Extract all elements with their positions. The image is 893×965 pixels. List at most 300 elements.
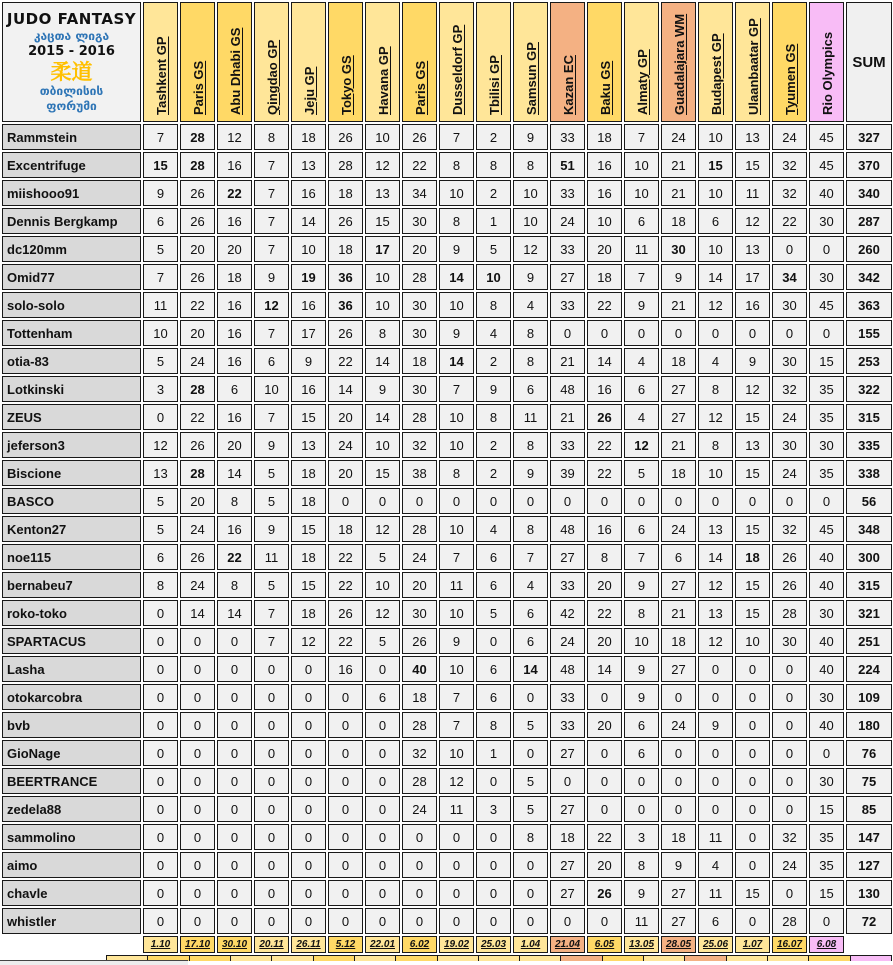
score-cell: 7 — [624, 544, 659, 570]
score-cell: 27 — [661, 376, 696, 402]
score-cell: 0 — [328, 852, 363, 878]
score-cell: 0 — [328, 880, 363, 906]
score-cell: 28 — [180, 376, 215, 402]
score-cell: 22 — [587, 600, 622, 626]
score-cell: 1 — [476, 740, 511, 766]
column-header-label: Samsun GP — [524, 42, 539, 115]
score-cell: 7 — [254, 628, 289, 654]
score-cell: 8 — [217, 572, 252, 598]
score-cell: 0 — [772, 320, 807, 346]
score-cell: 11 — [439, 572, 474, 598]
score-cell: 0 — [513, 880, 548, 906]
column-header-kazan-ec — [550, 2, 585, 122]
score-cell: 0 — [624, 796, 659, 822]
score-cell: 10 — [587, 208, 622, 234]
sum-cell: 72 — [846, 908, 892, 934]
score-cell: 10 — [439, 292, 474, 318]
score-cell: 26 — [587, 404, 622, 430]
score-cell: 0 — [143, 684, 178, 710]
score-cell: 0 — [587, 320, 622, 346]
score-cell: 11 — [735, 180, 770, 206]
score-cell: 6 — [624, 376, 659, 402]
score-cell: 5 — [254, 572, 289, 598]
score-cell: 6 — [624, 712, 659, 738]
score-cell: 10 — [624, 152, 659, 178]
column-header-label: Ulaanbaatar GP — [746, 18, 761, 115]
score-cell: 18 — [587, 264, 622, 290]
score-cell: 0 — [735, 684, 770, 710]
score-cell: 7 — [439, 684, 474, 710]
score-cell: 9 — [513, 460, 548, 486]
event-date-tashkent-gp: 1.10 — [143, 936, 178, 953]
score-cell: 7 — [439, 376, 474, 402]
player-name: otokarcobra — [2, 684, 141, 710]
score-cell: 21 — [661, 600, 696, 626]
score-cell: 0 — [365, 880, 400, 906]
player-row-dc120mm — [2, 236, 892, 262]
score-cell: 0 — [772, 656, 807, 682]
sum-cell: 224 — [846, 656, 892, 682]
score-cell: 18 — [291, 600, 326, 626]
score-cell: 12 — [365, 152, 400, 178]
score-cell: 0 — [180, 684, 215, 710]
score-cell: 8 — [587, 544, 622, 570]
score-cell: 32 — [772, 152, 807, 178]
score-cell: 0 — [328, 796, 363, 822]
score-cell: 9 — [254, 516, 289, 542]
score-cell: 0 — [328, 684, 363, 710]
score-cell: 5 — [365, 544, 400, 570]
score-cell: 0 — [217, 656, 252, 682]
score-cell: 48 — [550, 656, 585, 682]
score-cell: 10 — [624, 180, 659, 206]
score-cell: 16 — [291, 376, 326, 402]
score-cell: 2 — [476, 432, 511, 458]
score-cell: 26 — [180, 180, 215, 206]
score-cell: 28 — [180, 152, 215, 178]
score-cell: 34 — [772, 264, 807, 290]
score-cell: 9 — [624, 572, 659, 598]
score-cell: 32 — [402, 432, 437, 458]
score-cell: 30 — [809, 208, 844, 234]
score-cell: 20 — [402, 572, 437, 598]
cutoff-cell — [313, 956, 354, 961]
player-row-tottenham — [2, 320, 892, 346]
score-cell: 9 — [476, 376, 511, 402]
score-cell: 10 — [254, 376, 289, 402]
score-cell: 39 — [550, 460, 585, 486]
score-cell: 10 — [513, 180, 548, 206]
score-cell: 0 — [143, 740, 178, 766]
score-cell: 0 — [365, 908, 400, 934]
score-cell: 18 — [291, 124, 326, 150]
sum-cell: 338 — [846, 460, 892, 486]
score-cell: 6 — [624, 516, 659, 542]
score-cell: 7 — [143, 124, 178, 150]
column-header-label: Kazan EC — [561, 55, 576, 115]
score-cell: 36 — [328, 292, 363, 318]
player-name: Rammstein — [2, 124, 141, 150]
score-cell: 30 — [402, 600, 437, 626]
score-cell: 0 — [291, 768, 326, 794]
score-cell: 48 — [550, 376, 585, 402]
score-cell: 6 — [698, 208, 733, 234]
score-cell: 30 — [809, 264, 844, 290]
score-cell: 16 — [291, 180, 326, 206]
score-cell: 13 — [735, 236, 770, 262]
event-date-guadalajara-wm: 28.05 — [661, 936, 696, 953]
score-cell: 14 — [328, 376, 363, 402]
score-cell: 10 — [439, 404, 474, 430]
score-cell: 7 — [624, 124, 659, 150]
score-cell: 4 — [476, 320, 511, 346]
score-cell: 0 — [254, 852, 289, 878]
score-cell: 26 — [587, 880, 622, 906]
score-cell: 22 — [402, 152, 437, 178]
score-cell: 16 — [587, 180, 622, 206]
score-cell: 15 — [809, 880, 844, 906]
column-header-label: Dusseldorf GP — [450, 24, 465, 115]
score-cell: 24 — [180, 516, 215, 542]
score-cell: 0 — [365, 740, 400, 766]
score-cell: 0 — [698, 488, 733, 514]
score-cell: 18 — [217, 264, 252, 290]
score-cell: 3 — [143, 376, 178, 402]
score-cell: 35 — [809, 404, 844, 430]
score-cell: 20 — [587, 628, 622, 654]
score-cell: 13 — [291, 152, 326, 178]
score-cell: 9 — [735, 348, 770, 374]
score-cell: 22 — [180, 404, 215, 430]
score-cell: 14 — [698, 544, 733, 570]
player-name: bvb — [2, 712, 141, 738]
score-cell: 13 — [735, 432, 770, 458]
score-cell: 0 — [772, 712, 807, 738]
score-cell: 15 — [735, 516, 770, 542]
sum-cell: 260 — [846, 236, 892, 262]
sum-cell: 342 — [846, 264, 892, 290]
score-cell: 27 — [661, 656, 696, 682]
score-cell: 9 — [624, 880, 659, 906]
score-cell: 0 — [698, 740, 733, 766]
score-cell: 9 — [624, 656, 659, 682]
score-cell: 27 — [550, 544, 585, 570]
player-name: Omid77 — [2, 264, 141, 290]
score-cell: 24 — [772, 124, 807, 150]
score-cell: 0 — [143, 880, 178, 906]
score-cell: 0 — [291, 712, 326, 738]
score-cell: 9 — [624, 684, 659, 710]
score-cell: 26 — [328, 124, 363, 150]
score-cell: 18 — [402, 348, 437, 374]
score-cell: 5 — [254, 460, 289, 486]
score-cell: 11 — [439, 796, 474, 822]
score-cell: 2 — [476, 460, 511, 486]
score-cell: 11 — [143, 292, 178, 318]
score-cell: 9 — [513, 124, 548, 150]
sum-cell: 130 — [846, 880, 892, 906]
score-cell: 0 — [550, 488, 585, 514]
score-cell: 14 — [587, 348, 622, 374]
player-name: otia-83 — [2, 348, 141, 374]
column-header-ulaanbaatar-gp — [735, 2, 770, 122]
score-cell: 0 — [143, 768, 178, 794]
score-cell: 22 — [328, 572, 363, 598]
score-cell: 5 — [624, 460, 659, 486]
score-cell: 8 — [439, 152, 474, 178]
forum-label-line2: ფორუმი — [46, 99, 97, 113]
score-cell: 8 — [217, 488, 252, 514]
score-cell: 0 — [254, 768, 289, 794]
score-cell: 16 — [217, 152, 252, 178]
score-cell: 6 — [217, 376, 252, 402]
score-cell: 18 — [328, 236, 363, 262]
player-name: solo-solo — [2, 292, 141, 318]
sum-cell: 322 — [846, 376, 892, 402]
score-cell: 20 — [587, 236, 622, 262]
player-name: jeferson3 — [2, 432, 141, 458]
score-cell: 3 — [624, 824, 659, 850]
score-cell: 0 — [217, 684, 252, 710]
score-cell: 7 — [143, 264, 178, 290]
score-cell: 0 — [624, 768, 659, 794]
sum-cell: 75 — [846, 768, 892, 794]
score-cell: 10 — [291, 236, 326, 262]
score-cell: 26 — [180, 544, 215, 570]
title-block — [2, 2, 141, 122]
score-cell: 12 — [698, 628, 733, 654]
score-cell: 0 — [365, 656, 400, 682]
score-cell: 15 — [735, 404, 770, 430]
score-cell: 26 — [180, 264, 215, 290]
player-name: Lotkinski — [2, 376, 141, 402]
event-date-budapest-gp: 25.06 — [698, 936, 733, 953]
event-date-dusseldorf-gp: 19.02 — [439, 936, 474, 953]
sum-cell: 147 — [846, 824, 892, 850]
score-cell: 0 — [365, 712, 400, 738]
cutoff-cell — [478, 956, 519, 961]
score-cell: 21 — [550, 348, 585, 374]
event-date-qingdao-gp: 20.11 — [254, 936, 289, 953]
player-name: Tottenham — [2, 320, 141, 346]
score-cell: 15 — [365, 208, 400, 234]
column-header-label: Paris GS — [413, 60, 428, 115]
score-cell: 18 — [661, 208, 696, 234]
dates-row-empty-right — [846, 936, 892, 953]
score-cell: 0 — [254, 796, 289, 822]
score-cell: 9 — [513, 264, 548, 290]
sum-cell: 321 — [846, 600, 892, 626]
score-cell: 8 — [698, 376, 733, 402]
score-cell: 18 — [328, 180, 363, 206]
player-row-basco — [2, 488, 892, 514]
score-cell: 40 — [809, 656, 844, 682]
score-cell: 8 — [698, 432, 733, 458]
score-cell: 6 — [365, 684, 400, 710]
score-cell: 15 — [735, 880, 770, 906]
score-cell: 0 — [254, 880, 289, 906]
score-cell: 7 — [254, 404, 289, 430]
score-cell: 9 — [439, 320, 474, 346]
column-header-almaty-gp — [624, 2, 659, 122]
score-cell: 0 — [439, 852, 474, 878]
score-cell: 24 — [550, 208, 585, 234]
score-cell: 27 — [550, 880, 585, 906]
score-cell: 27 — [550, 796, 585, 822]
score-cell: 15 — [291, 572, 326, 598]
score-cell: 10 — [439, 180, 474, 206]
score-cell: 14 — [365, 404, 400, 430]
score-cell: 7 — [254, 180, 289, 206]
score-cell: 0 — [698, 656, 733, 682]
score-cell: 32 — [772, 824, 807, 850]
score-cell: 13 — [698, 600, 733, 626]
score-cell: 0 — [180, 880, 215, 906]
event-date-tbilisi-gp: 25.03 — [476, 936, 511, 953]
score-cell: 0 — [402, 880, 437, 906]
score-cell: 4 — [624, 348, 659, 374]
score-cell: 18 — [661, 628, 696, 654]
score-cell: 0 — [180, 712, 215, 738]
score-cell: 0 — [365, 824, 400, 850]
score-cell: 6 — [143, 208, 178, 234]
score-cell: 0 — [217, 768, 252, 794]
player-row-dennis-bergkamp — [2, 208, 892, 234]
score-cell: 26 — [328, 208, 363, 234]
player-row-spartacus — [2, 628, 892, 654]
score-cell: 8 — [476, 404, 511, 430]
column-header-dusseldorf-gp — [439, 2, 474, 122]
score-cell: 28 — [772, 908, 807, 934]
next-section-cutoff — [0, 955, 893, 964]
score-cell: 18 — [661, 348, 696, 374]
score-cell: 0 — [698, 684, 733, 710]
score-cell: 17 — [365, 236, 400, 262]
cutoff-cell — [560, 956, 601, 961]
score-cell: 0 — [735, 740, 770, 766]
score-cell: 26 — [772, 544, 807, 570]
score-cell: 8 — [513, 320, 548, 346]
cutoff-cell — [643, 956, 684, 961]
score-cell: 33 — [550, 236, 585, 262]
score-cell: 33 — [550, 292, 585, 318]
score-cell: 14 — [513, 656, 548, 682]
score-cell: 0 — [513, 740, 548, 766]
score-cell: 0 — [328, 488, 363, 514]
sum-cell: 335 — [846, 432, 892, 458]
player-row-jeferson3 — [2, 432, 892, 458]
player-row-kenton27 — [2, 516, 892, 542]
score-cell: 30 — [809, 600, 844, 626]
score-cell: 30 — [809, 432, 844, 458]
score-cell: 15 — [698, 152, 733, 178]
score-cell: 5 — [254, 488, 289, 514]
score-cell: 4 — [513, 572, 548, 598]
score-cell: 0 — [661, 684, 696, 710]
sum-cell: 327 — [846, 124, 892, 150]
score-cell: 0 — [217, 880, 252, 906]
score-cell: 10 — [439, 600, 474, 626]
score-cell: 33 — [550, 180, 585, 206]
score-cell: 18 — [661, 824, 696, 850]
score-cell: 10 — [698, 236, 733, 262]
column-header-label: Baku GS — [598, 60, 613, 115]
score-cell: 15 — [809, 796, 844, 822]
column-header-label: Tashkent GP — [154, 36, 169, 115]
score-cell: 20 — [217, 236, 252, 262]
score-cell: 5 — [143, 348, 178, 374]
cutoff-cell — [271, 956, 312, 961]
player-name: chavle — [2, 880, 141, 906]
player-row-otokarcobra — [2, 684, 892, 710]
score-cell: 15 — [735, 152, 770, 178]
score-cell: 0 — [735, 852, 770, 878]
score-cell: 21 — [661, 292, 696, 318]
score-cell: 4 — [476, 516, 511, 542]
score-cell: 0 — [735, 824, 770, 850]
score-cell: 16 — [735, 292, 770, 318]
player-name: SPARTACUS — [2, 628, 141, 654]
score-cell: 0 — [476, 768, 511, 794]
score-cell: 0 — [180, 628, 215, 654]
score-cell: 7 — [513, 544, 548, 570]
score-cell: 10 — [439, 740, 474, 766]
score-cell: 0 — [735, 320, 770, 346]
score-cell: 0 — [217, 628, 252, 654]
player-name: roko-toko — [2, 600, 141, 626]
score-cell: 16 — [587, 376, 622, 402]
score-cell: 5 — [476, 600, 511, 626]
score-cell: 28 — [402, 712, 437, 738]
score-cell: 0 — [735, 656, 770, 682]
score-cell: 32 — [402, 740, 437, 766]
score-cell: 40 — [809, 180, 844, 206]
score-cell: 16 — [217, 348, 252, 374]
score-cell: 0 — [328, 824, 363, 850]
player-row-otia-83 — [2, 348, 892, 374]
score-cell: 12 — [513, 236, 548, 262]
score-cell: 24 — [328, 432, 363, 458]
score-cell: 28 — [180, 460, 215, 486]
score-cell: 10 — [513, 208, 548, 234]
score-cell: 7 — [254, 236, 289, 262]
score-cell: 0 — [587, 488, 622, 514]
league-subtitle-georgian: კაცთა ლიგა — [33, 29, 110, 43]
score-cell: 6 — [513, 600, 548, 626]
score-cell: 30 — [772, 348, 807, 374]
score-cell: 18 — [402, 684, 437, 710]
score-cell: 0 — [587, 768, 622, 794]
event-date-kazan-ec: 21.04 — [550, 936, 585, 953]
event-date-tokyo-gs: 5.12 — [328, 936, 363, 953]
column-header-label: Abu Dhabi GS — [228, 27, 243, 115]
score-cell: 10 — [365, 572, 400, 598]
score-cell: 0 — [291, 824, 326, 850]
score-cell: 24 — [772, 404, 807, 430]
event-date-abu-dhabi-gs: 30.10 — [217, 936, 252, 953]
score-cell: 12 — [698, 404, 733, 430]
score-cell: 24 — [180, 572, 215, 598]
score-cell: 0 — [254, 656, 289, 682]
score-cell: 0 — [513, 488, 548, 514]
player-name: whistler — [2, 908, 141, 934]
score-cell: 0 — [180, 740, 215, 766]
score-cell: 10 — [698, 180, 733, 206]
score-cell: 33 — [550, 124, 585, 150]
score-cell: 0 — [439, 908, 474, 934]
player-name: zedela88 — [2, 796, 141, 822]
score-cell: 22 — [217, 544, 252, 570]
